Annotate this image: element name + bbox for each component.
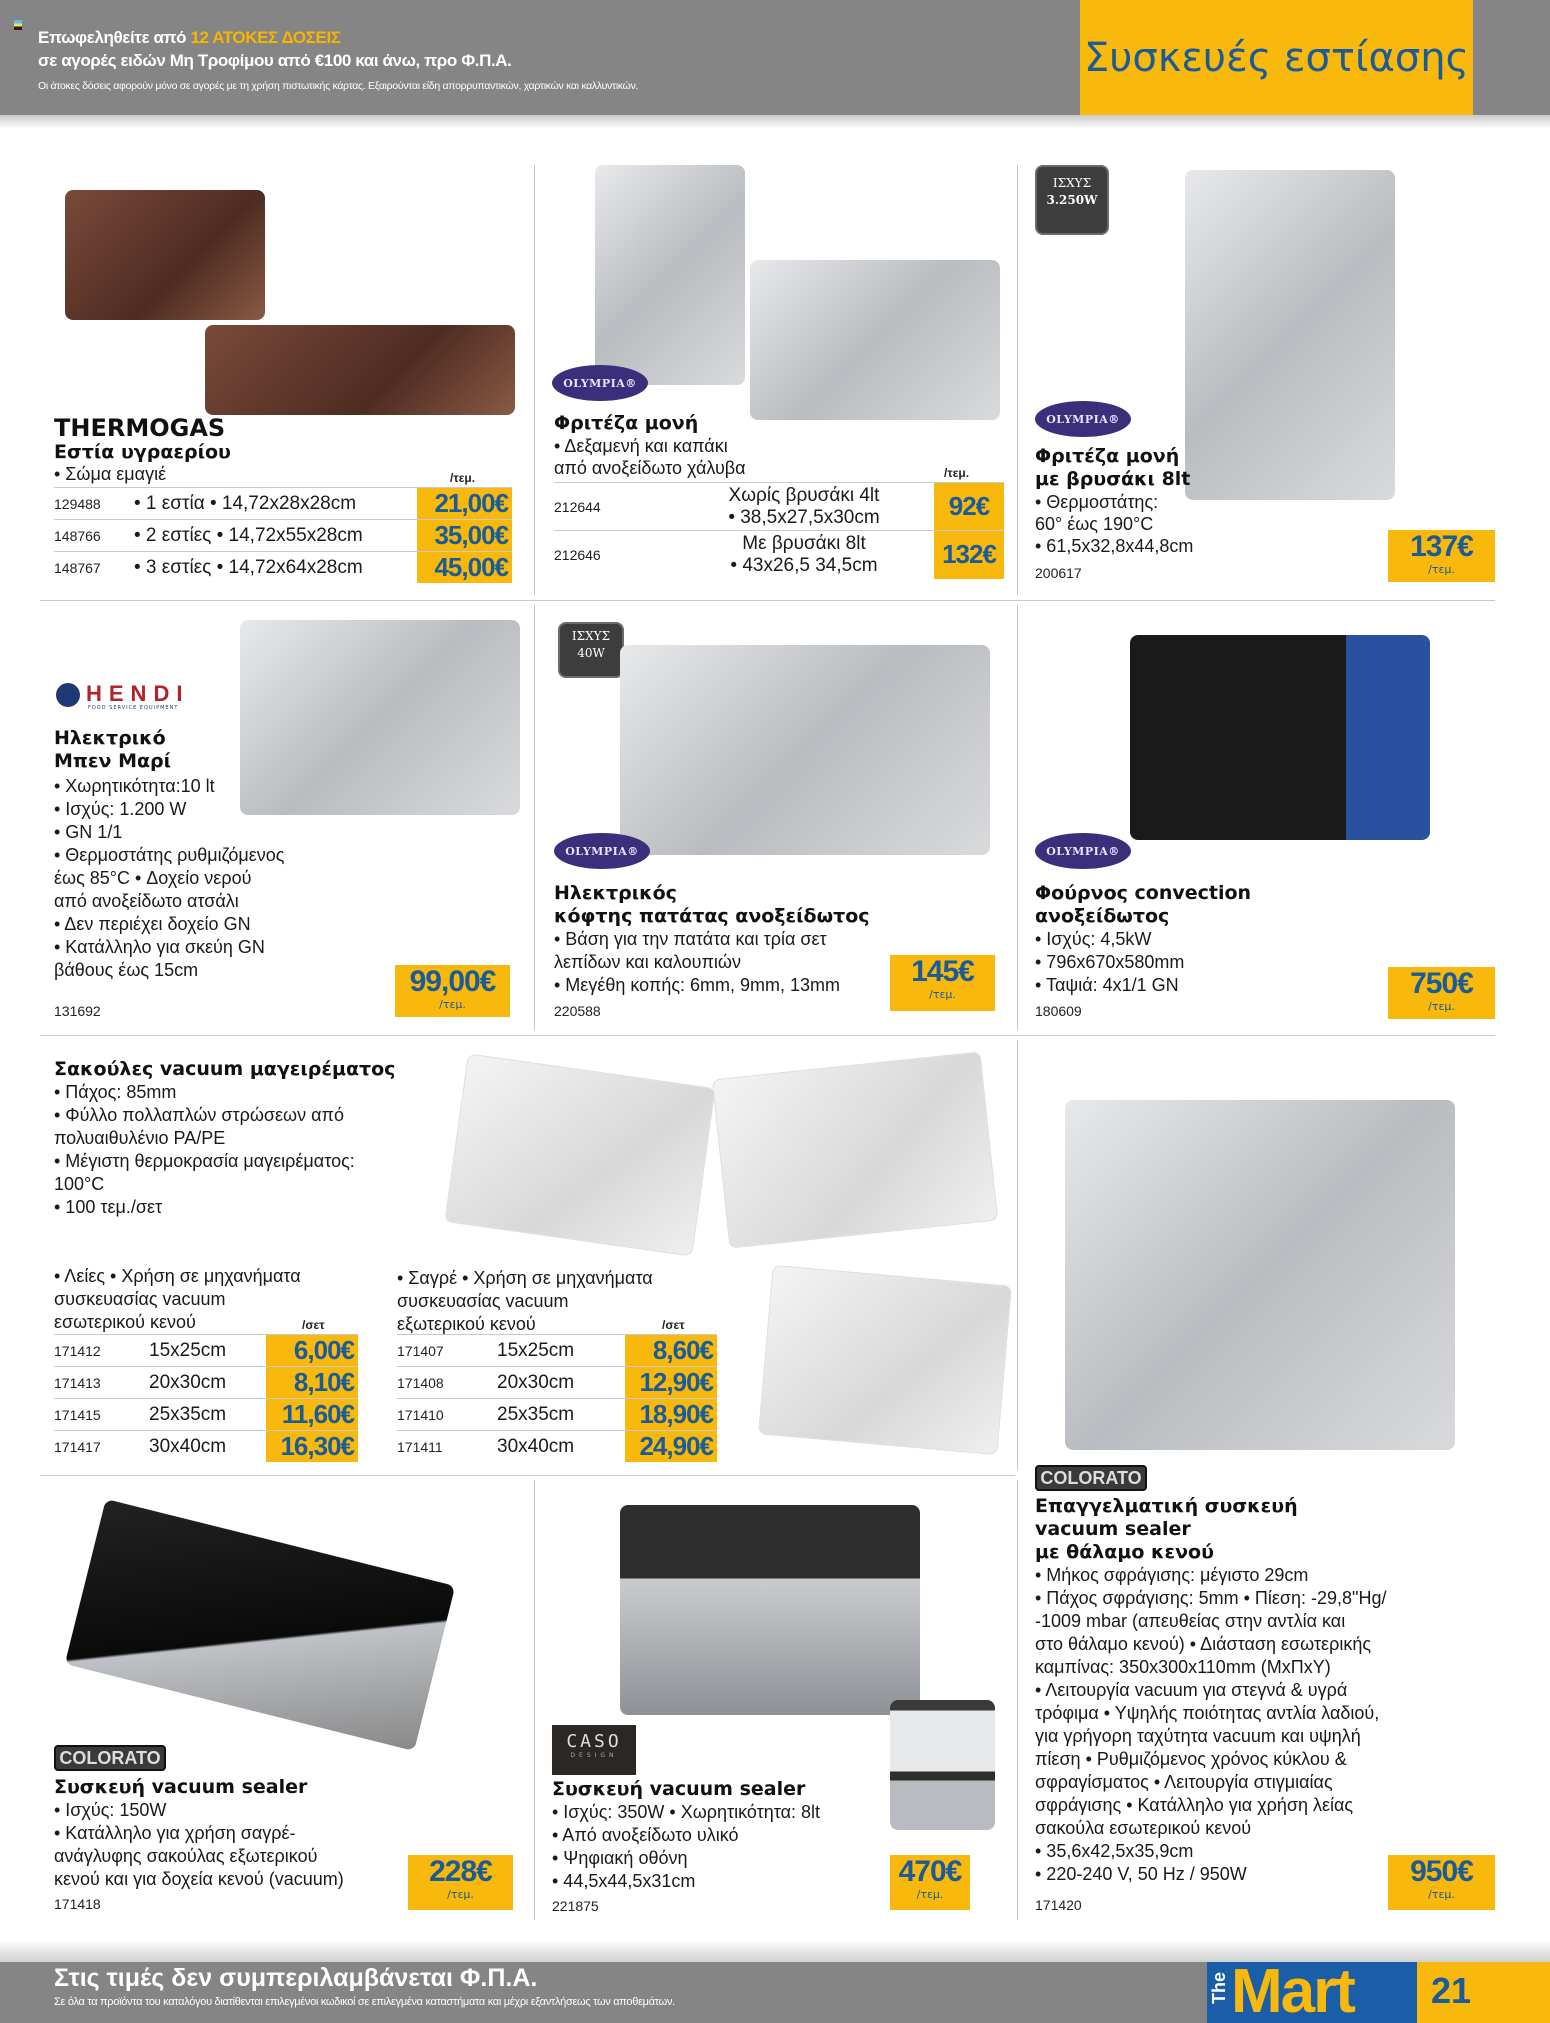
divider	[534, 605, 535, 1030]
table-row	[397, 1431, 717, 1463]
bag-size: 30x40cm	[149, 1431, 266, 1463]
product-code: 221875	[552, 1898, 599, 1914]
product-desc: • Ισχύς: 1.200 W	[54, 799, 187, 819]
divider	[1017, 165, 1018, 595]
table-row	[54, 488, 512, 520]
product-desc: συσκευασίας vacuum	[397, 1291, 569, 1311]
product-colorato-vacuum-sealer[interactable]	[40, 1480, 530, 1920]
product-code: 180609	[1035, 1003, 1082, 1019]
smooth-bags-price-table	[54, 1334, 358, 1462]
price: 35,00€	[417, 520, 512, 552]
product-desc: • 220-240 V, 50 Hz / 950W	[1035, 1864, 1247, 1884]
product-desc: • Χωρητικότητα:10 lt	[54, 776, 215, 796]
product-code: 171407	[397, 1335, 497, 1367]
product-desc: -1009 mbar (απευθείας στην αντλία και	[1035, 1611, 1346, 1631]
product-desc: • Βάση για την πατάτα και τρία σετ	[554, 929, 827, 949]
product-desc: • Δεξαμενή και καπάκι	[554, 436, 728, 456]
product-desc: • Ισχύς: 150W	[54, 1800, 167, 1820]
product-code: 200617	[1035, 565, 1082, 581]
product-fryer-tap[interactable]	[1020, 165, 1500, 595]
product-code: 171415	[54, 1399, 149, 1431]
product-desc: • Ισχύς: 350W • Χωρητικότητα: 8lt	[552, 1802, 821, 1822]
product-desc: • 61,5x32,8x44,8cm	[1035, 536, 1194, 556]
product-code: 220588	[554, 1003, 601, 1019]
product-code: 171418	[54, 1896, 101, 1912]
product-desc: καμπίνας: 350x300x110mm (ΜxΠxΥ)	[1035, 1657, 1331, 1677]
product-desc: πίεση • Ρυθμιζόμενος χρόνος κύκλου &	[1035, 1749, 1347, 1769]
price: 12,90€	[625, 1367, 717, 1399]
product-code: 171413	[54, 1367, 149, 1399]
product-desc: • Μήκος σφράγισης: μέγιστο 29cm	[1035, 1565, 1309, 1585]
bag-size: 20x30cm	[149, 1367, 266, 1399]
price: 228€	[429, 1855, 492, 1888]
product-desc: • 35,6x42,5x35,9cm	[1035, 1841, 1194, 1861]
product-desc: • Κατάλληλο για χρήση σαγρέ-	[54, 1823, 296, 1843]
variant-desc: • 2 εστίες • 14,72x55x28cm	[134, 520, 417, 552]
product-desc: • Μεγέθη κοπής: 6mm, 9mm, 13mm	[554, 975, 841, 995]
product-title: vacuum sealer	[1035, 1518, 1191, 1540]
product-desc: • Θερμοστάτης ρυθμιζόμενος	[54, 845, 285, 865]
unit-label: /τεμ.	[929, 988, 956, 1001]
brand-sub: FOOD SERVICE EQUIPMENT	[88, 705, 179, 711]
product-convection-oven[interactable]	[1020, 605, 1500, 1030]
bag-size: 25x35cm	[497, 1399, 625, 1431]
divider	[534, 1480, 535, 1920]
product-code: 171420	[1035, 1897, 1082, 1913]
price: 470€	[898, 1855, 962, 1888]
brand-sub: DESIGN	[570, 1752, 618, 1759]
product-desc: σφράγισης • Κατάλληλο για χρήση λείας	[1035, 1795, 1354, 1815]
product-image-caso-sealer-open	[890, 1700, 995, 1830]
product-desc-list	[1035, 1564, 1386, 1886]
divider	[1017, 1040, 1018, 1470]
product-desc-list	[54, 775, 284, 982]
unit-label: /τεμ.	[447, 1888, 474, 1901]
product-image-potato-cutter	[620, 645, 990, 855]
price: 132€	[934, 531, 1004, 579]
stock-notice: Σε όλα τα προϊόντα του καταλόγου διατίθενται επιλεγμένοι κωδικοί σε επιλεγμένα καταστήματα και μέχρι εξαντλήσεως των αποθεμάτων.	[54, 1996, 675, 2008]
product-image-gas-stove-single	[65, 190, 265, 320]
product-desc: από ανοξείδωτο χάλυβα	[554, 458, 746, 478]
price: 11,60€	[266, 1399, 358, 1431]
product-image-vacuum-bag-roll	[712, 1051, 998, 1248]
product-desc: • Θερμοστάτης:	[1035, 492, 1159, 512]
unit-label: /τεμ.	[450, 471, 476, 485]
table-row	[54, 552, 512, 584]
price: 18,90€	[625, 1399, 717, 1431]
product-code: 148766	[54, 520, 134, 552]
product-title: Εστία υγραερίου	[54, 441, 231, 463]
product-desc: τρόφιμα • Υψηλής ποιότητας αντλία λαδιού,	[1035, 1703, 1380, 1723]
product-image-fryer-tap	[1185, 170, 1395, 500]
power-label: ΙΣΧΥΣ	[571, 629, 611, 643]
price: 750€	[1410, 967, 1473, 1000]
brand-logo-olympia: OLYMPIA®	[554, 833, 650, 869]
category-title-box	[1080, 0, 1473, 115]
variant-desc: • 1 εστία • 14,72x28x28cm	[134, 488, 417, 520]
product-title: Φούρνος convection	[1035, 882, 1252, 904]
product-image-fryer	[595, 165, 745, 385]
divider	[534, 165, 535, 595]
the-mart-logo	[1207, 1962, 1417, 2023]
price: 145€	[911, 955, 974, 988]
product-desc: • 44,5x44,5x31cm	[552, 1871, 696, 1891]
promo-subline: σε αγορές ειδών Μη Τροφίμου από €100 και άνω, προ Φ.Π.Α.	[38, 51, 512, 70]
table-row	[397, 1335, 717, 1367]
logo-the: The	[1209, 1971, 1229, 2004]
price-tag	[1388, 967, 1495, 1019]
vat-notice: Στις τιμές δεν συμπεριλαμβάνεται Φ.Π.Α.	[54, 1964, 538, 1992]
table-row	[554, 531, 1004, 579]
unit-label: /τεμ.	[1428, 563, 1455, 576]
product-desc: • 100 τεμ./σετ	[54, 1197, 163, 1217]
product-desc: • Λειτουργία vacuum για στεγνά & υγρά	[1035, 1680, 1348, 1700]
power-label: ΙΣΧΥΣ	[1052, 176, 1092, 190]
product-image-fryer-open	[750, 260, 1000, 420]
product-code: 212646	[554, 531, 674, 579]
product-title: Επαγγελματική συσκευή	[1035, 1495, 1298, 1517]
variant-desc	[674, 531, 934, 579]
product-desc: ανάγλυφης σακούλας εξωτερικού	[54, 1846, 318, 1866]
table-row	[54, 1367, 358, 1399]
product-code: 171410	[397, 1399, 497, 1431]
brand-logo-colorato: COLORATO	[54, 1745, 166, 1771]
product-title: με θάλαμο κενού	[1035, 1541, 1214, 1563]
product-code: 148767	[54, 552, 134, 584]
product-desc: • Δεν περιέχει δοχείο GN	[54, 914, 251, 934]
promo-highlight: 12 ΑΤΟΚΕΣ ΔΟΣΕΙΣ	[190, 28, 341, 47]
price: 8,60€	[625, 1335, 717, 1367]
product-desc: • Μέγιστη θερμοκρασία μαγειρέματος:	[54, 1151, 355, 1171]
product-desc: • Ισχύς: 4,5kW	[1035, 929, 1152, 949]
price: 21,00€	[417, 488, 512, 520]
product-desc: συσκευασίας vacuum	[54, 1289, 226, 1309]
product-title: Συσκευή vacuum sealer	[552, 1778, 806, 1800]
product-desc: • Από ανοξείδωτο υλικό	[552, 1825, 739, 1845]
table-row	[54, 520, 512, 552]
brand-logo-hendi	[56, 683, 206, 715]
brand-name: CASO	[566, 1731, 622, 1752]
brand-name: HENDI	[86, 681, 190, 706]
unit-label: /σετ	[302, 1318, 325, 1332]
product-desc: εσωτερικού κενού	[54, 1312, 196, 1332]
product-desc: έως 85°C • Δοχείο νερού	[54, 868, 252, 888]
price-tag	[890, 955, 995, 1011]
price: 99,00€	[409, 965, 496, 998]
product-desc: • Ψηφιακή οθόνη	[552, 1848, 688, 1868]
unit-label: /τεμ.	[944, 466, 970, 480]
product-desc: 100°C	[54, 1174, 105, 1194]
table-row	[54, 1431, 358, 1463]
page-number-box	[1417, 1962, 1550, 2023]
price: 24,90€	[625, 1431, 717, 1463]
product-bain-marie[interactable]	[40, 605, 530, 1030]
product-desc: • Πάχος σφράγισης: 5mm • Πίεση: -29,8"Hg/	[1035, 1588, 1387, 1608]
product-desc: βάθους έως 15cm	[54, 960, 199, 980]
divider	[40, 1035, 1495, 1036]
power-value: 40W	[577, 646, 605, 660]
hendi-icon	[56, 683, 80, 707]
product-code: 171411	[397, 1431, 497, 1463]
unit-label: /σετ	[662, 1318, 685, 1332]
product-desc: σφραγίσματος • Λειτουργία στιγμιαίας	[1035, 1772, 1333, 1792]
table-row	[397, 1367, 717, 1399]
unit-label: /τεμ.	[439, 998, 466, 1011]
power-badge	[558, 622, 624, 678]
product-image-vacuum-bag-embossed	[758, 1265, 1012, 1455]
price-tag	[1388, 530, 1495, 582]
price: 137€	[1410, 530, 1473, 563]
divider	[40, 600, 1495, 601]
power-value: 3.250W	[1046, 193, 1098, 207]
power-badge	[1035, 165, 1109, 235]
product-title: Σακούλες vacuum μαγειρέματος	[54, 1058, 396, 1080]
divider	[40, 1475, 1015, 1476]
product-desc: • Σώμα εμαγιέ	[54, 464, 167, 484]
footer-shadow	[0, 1940, 1550, 1962]
product-title: Μπεν Μαρί	[54, 750, 172, 772]
promo-note: Οι άτοκες δόσεις αφορούν μόνο σε αγορές με τη χρήση πιστωτικής κάρτας. Εξαιρούνται είδη απορρυπαντικών, χαρτικών και καλλυντικών.	[38, 80, 639, 92]
product-chamber-vacuum-sealer[interactable]	[1020, 1040, 1500, 1920]
color-registration-mark-icon	[14, 20, 22, 30]
product-desc: 60° έως 190°C	[1035, 514, 1154, 534]
brand-logo-olympia: OLYMPIA®	[1035, 401, 1131, 437]
product-desc: • Λείες • Χρήση σε μηχανήματα	[54, 1266, 301, 1286]
product-desc: εξωτερικού κενού	[397, 1314, 536, 1334]
product-vacuum-bags[interactable]	[40, 1040, 1015, 1470]
variant-line: • 38,5x27,5x30cm	[728, 506, 880, 528]
product-image-caso-sealer	[620, 1505, 920, 1715]
product-code: 131692	[54, 1003, 101, 1019]
product-fryer-single[interactable]	[540, 165, 1015, 595]
price: 6,00€	[266, 1335, 358, 1367]
product-desc: για γρήγορη ταχύτητα vacuum και υψηλή	[1035, 1726, 1361, 1746]
embossed-bags-price-table	[397, 1334, 717, 1462]
promo-prefix: Επωφεληθείτε από	[38, 28, 187, 47]
product-image-convection-oven	[1130, 635, 1430, 840]
product-desc: • 796x670x580mm	[1035, 952, 1185, 972]
variant-line: • 43x26,5 34,5cm	[730, 554, 878, 576]
bag-size: 25x35cm	[149, 1399, 266, 1431]
product-desc: • Ταψιά: 4x1/1 GN	[1035, 975, 1179, 995]
price-tag	[1388, 1855, 1495, 1910]
product-desc: λεπίδων και καλουπιών	[554, 952, 741, 972]
price: 8,10€	[266, 1367, 358, 1399]
price-table	[54, 487, 512, 583]
product-code: 129488	[54, 488, 134, 520]
unit-label: /τεμ.	[916, 1888, 944, 1901]
product-title: Φριτέζα μονή	[554, 412, 699, 434]
page-number: 21	[1431, 1970, 1472, 2011]
product-code: 171412	[54, 1335, 149, 1367]
unit-label: /τεμ.	[1428, 1000, 1455, 1013]
divider	[1017, 605, 1018, 1030]
product-brand: THERMOGAS	[54, 414, 226, 442]
product-image-gas-stove-double	[205, 325, 515, 415]
brand-logo-olympia: OLYMPIA®	[1035, 833, 1131, 869]
product-desc: • Φύλλο πολλαπλών στρώσεων από	[54, 1105, 344, 1125]
product-desc: • Πάχος: 85mm	[54, 1082, 177, 1102]
product-thermogas[interactable]	[40, 165, 530, 595]
bag-size: 15x25cm	[149, 1335, 266, 1367]
price-table	[554, 482, 1004, 579]
product-title: Ηλεκτρικός	[554, 882, 677, 904]
brand-logo-caso	[552, 1725, 636, 1775]
bag-size: 20x30cm	[497, 1367, 625, 1399]
product-desc: • GN 1/1	[54, 822, 123, 842]
variant-line: Χωρίς βρυσάκι 4lt	[728, 484, 880, 506]
product-image-vacuum-bag-smooth	[444, 1053, 715, 1256]
product-caso-vacuum-sealer[interactable]	[540, 1480, 1015, 1920]
variant-desc	[674, 483, 934, 531]
product-desc: πολυαιθυλένιο PA/PE	[54, 1128, 226, 1148]
variant-line: Με βρυσάκι 8lt	[742, 532, 866, 554]
product-code: 171417	[54, 1431, 149, 1463]
price-tag	[890, 1855, 970, 1910]
brand-logo-colorato: COLORATO	[1035, 1465, 1147, 1491]
product-code: 171408	[397, 1367, 497, 1399]
product-desc: • Σαγρέ • Χρήση σε μηχανήματα	[397, 1268, 653, 1288]
price: 45,00€	[417, 552, 512, 584]
divider	[1017, 1480, 1018, 1920]
product-desc-list	[54, 1081, 355, 1219]
price: 950€	[1410, 1855, 1473, 1888]
price: 92€	[934, 483, 1004, 531]
product-desc: κενού και για δοχεία κενού (vacuum)	[54, 1869, 344, 1889]
product-desc: • Κατάλληλο για σκεύη GN	[54, 937, 265, 957]
product-potato-cutter[interactable]	[540, 605, 1015, 1030]
unit-label: /τεμ.	[1428, 1888, 1455, 1901]
promo-headline	[38, 28, 341, 48]
product-title: κόφτης πατάτας ανοξείδωτος	[554, 905, 870, 927]
product-desc: σακούλα εσωτερικού κενού	[1035, 1818, 1252, 1838]
product-title: Ηλεκτρικό	[54, 727, 166, 749]
price: 16,30€	[266, 1431, 358, 1463]
product-title: Φριτέζα μονή	[1035, 445, 1180, 467]
brand-logo-olympia: OLYMPIA®	[552, 365, 648, 401]
table-row	[397, 1399, 717, 1431]
logo-mart: Mart	[1231, 1962, 1354, 2023]
embossed-bags-desc	[397, 1267, 653, 1336]
product-title: Συσκευή vacuum sealer	[54, 1776, 308, 1798]
product-title: ανοξείδωτος	[1035, 905, 1170, 927]
header-shadow	[0, 115, 1550, 129]
product-image-chamber-sealer	[1065, 1100, 1455, 1450]
product-title: με βρυσάκι 8lt	[1035, 468, 1191, 490]
product-desc: στο θάλαμο κενού) • Διάσταση εσωτερικής	[1035, 1634, 1372, 1654]
product-image-vacuum-sealer	[65, 1499, 455, 1751]
table-row	[554, 483, 1004, 531]
price-tag	[395, 965, 510, 1017]
bag-size: 15x25cm	[497, 1335, 625, 1367]
product-desc: από ανοξείδωτο ατσάλι	[54, 891, 239, 911]
variant-desc: • 3 εστίες • 14,72x64x28cm	[134, 552, 417, 584]
table-row	[54, 1399, 358, 1431]
table-row	[54, 1335, 358, 1367]
smooth-bags-desc	[54, 1265, 301, 1334]
price-tag	[408, 1855, 513, 1910]
category-title: Συσκευές εστίασης	[1083, 34, 1470, 81]
product-code: 212644	[554, 483, 674, 531]
bag-size: 30x40cm	[497, 1431, 625, 1463]
